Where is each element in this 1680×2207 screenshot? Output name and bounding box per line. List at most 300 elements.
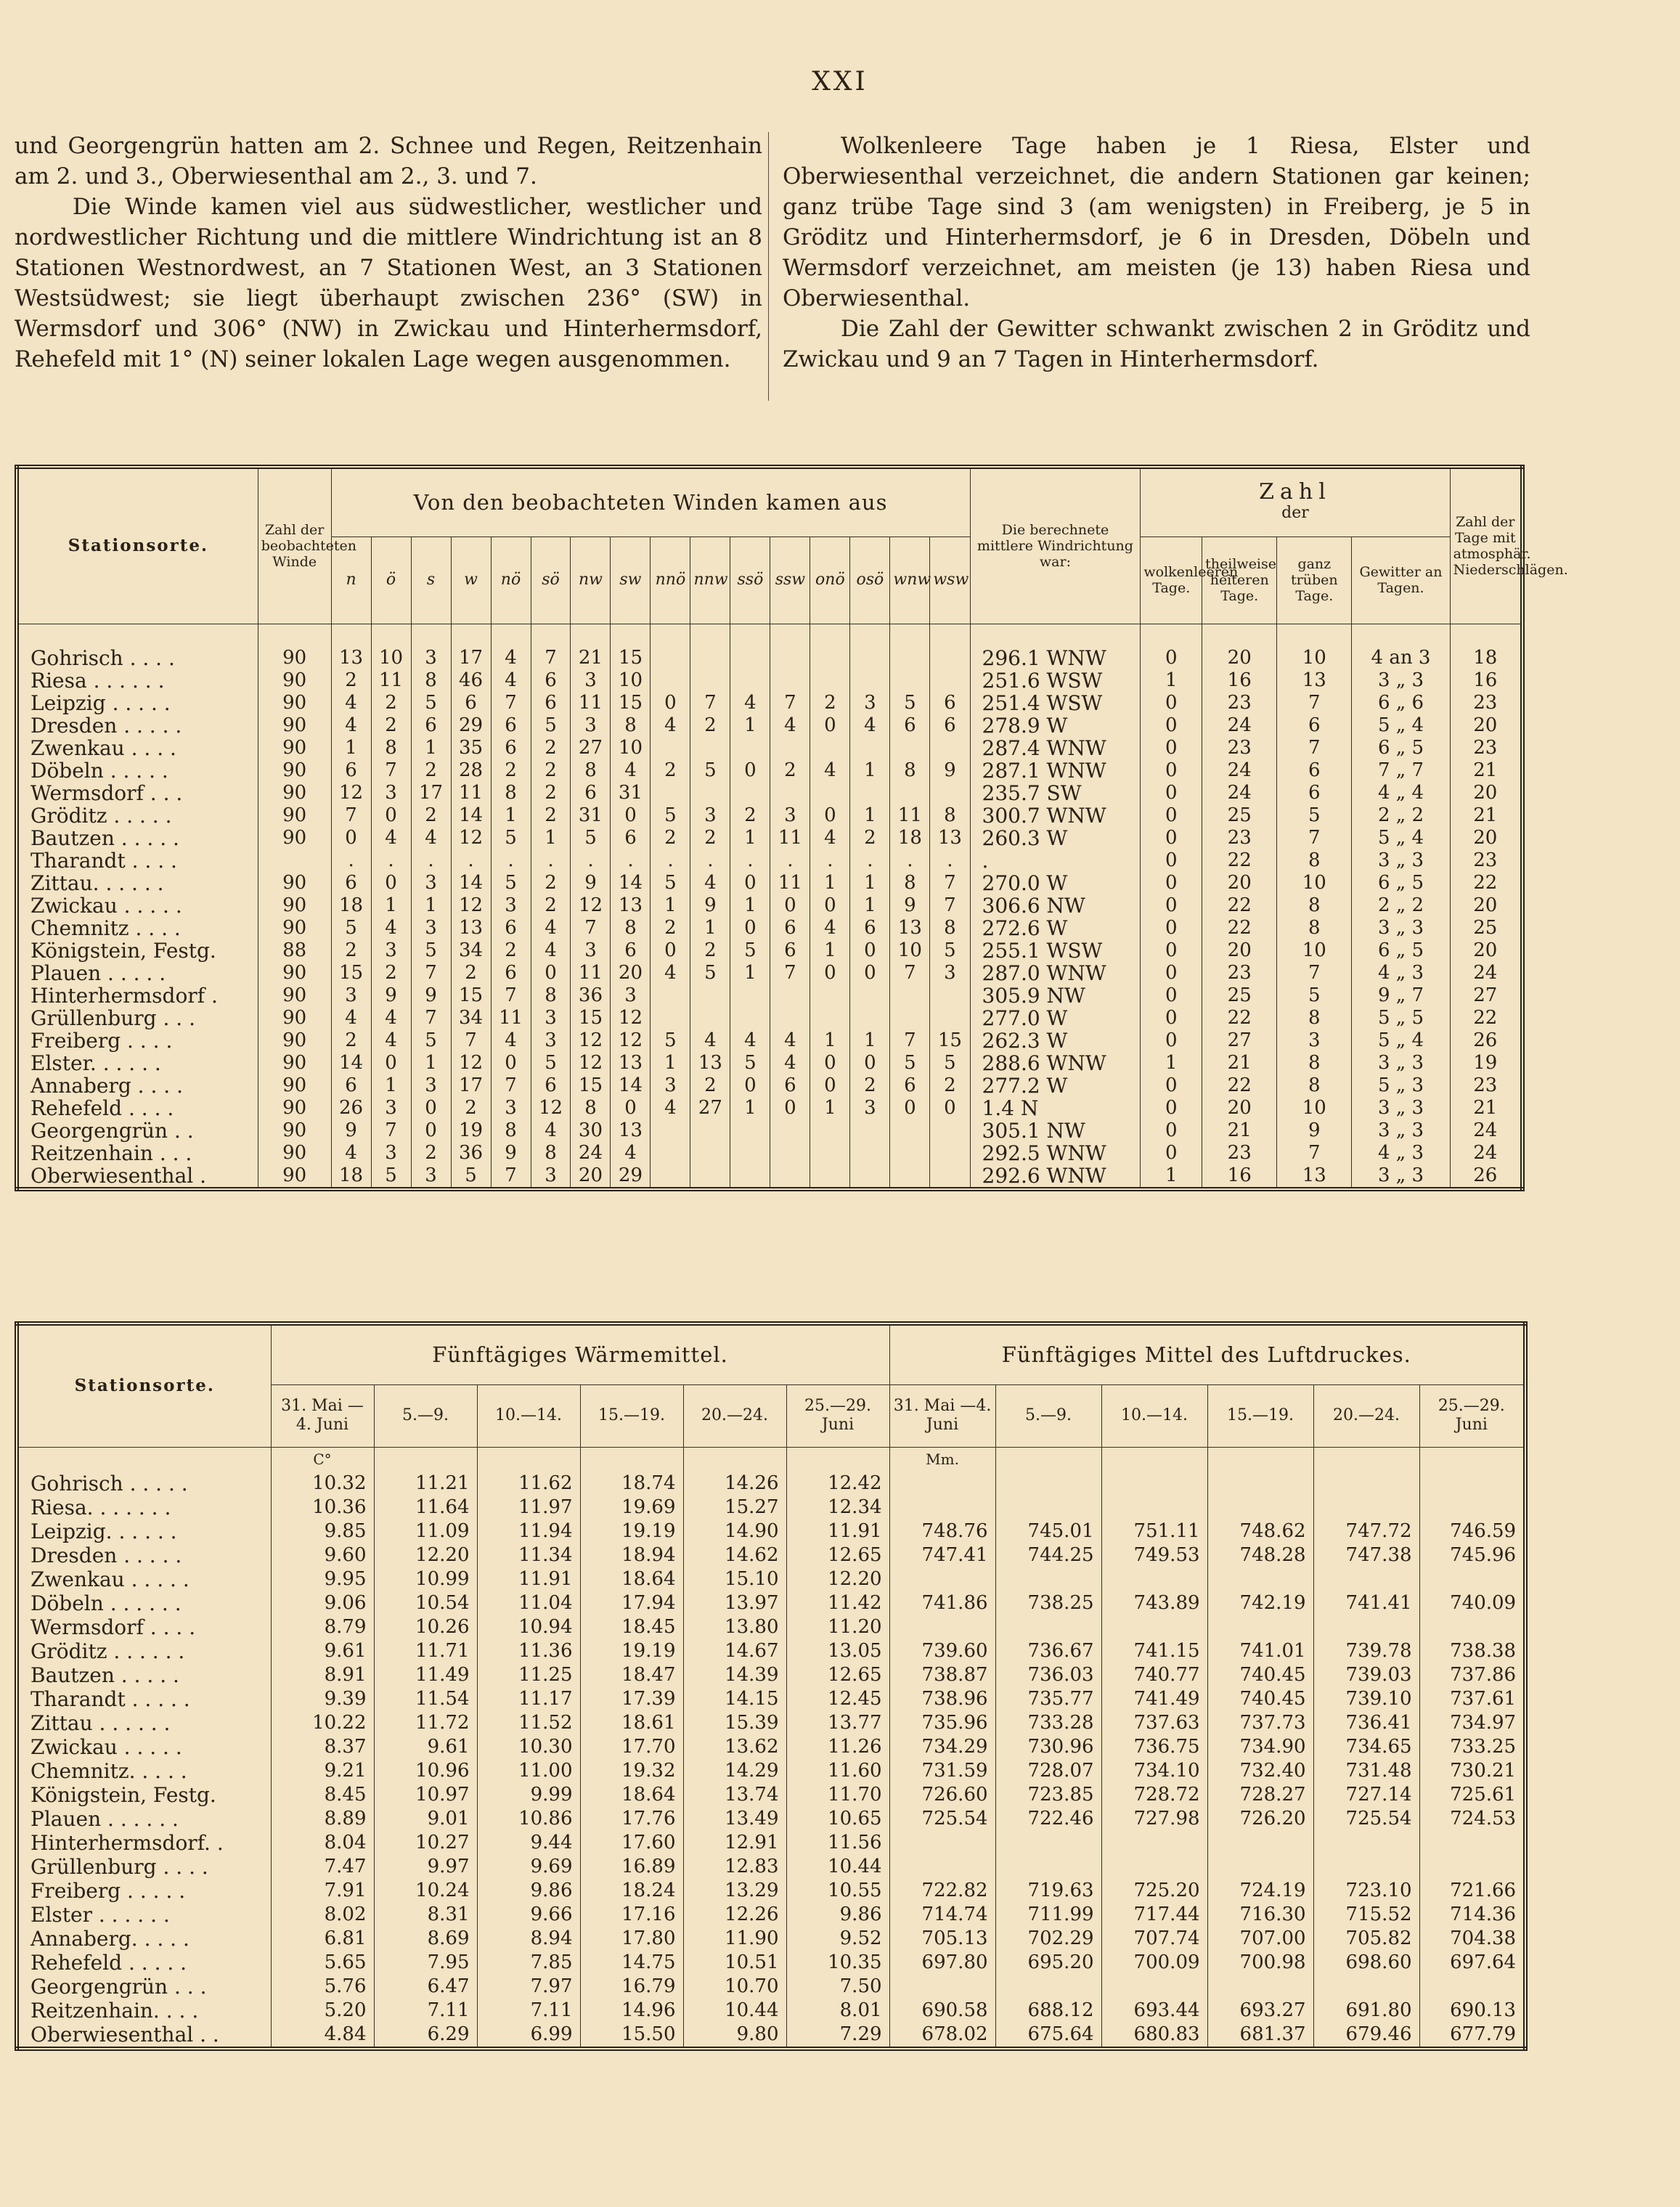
precip-days: 22 (1450, 872, 1522, 894)
precip-days: 20 (1450, 894, 1522, 917)
wind-cell: 12 (571, 894, 611, 917)
wind-count: 88 (258, 939, 331, 962)
clear-days: 0 (1141, 1074, 1202, 1097)
pressure-cell: 739.03 (1313, 1663, 1419, 1687)
period-header: 31. Mai —4. Juni (271, 1384, 374, 1447)
pressure-cell (1419, 1975, 1525, 1999)
pressure-cell (995, 1496, 1101, 1519)
wind-cell: 0 (810, 1074, 850, 1097)
partly-clear-days: 20 (1202, 872, 1277, 894)
wind-cell: 8 (890, 759, 930, 782)
wind-cell: 9 (890, 894, 930, 917)
wind-cell: 3 (571, 669, 611, 692)
temp-cell: 11.09 (374, 1519, 477, 1543)
wind-cell: 1 (850, 1029, 890, 1052)
wind-cell: 15 (571, 1007, 611, 1029)
spacer-cell (611, 624, 651, 647)
wind-cell: 1 (850, 894, 890, 917)
temp-cell: 11.62 (477, 1472, 580, 1496)
pressure-cell: 714.36 (1419, 1903, 1525, 1927)
temp-cell: 15.10 (683, 1567, 786, 1591)
temp-cell: 12.20 (374, 1543, 477, 1567)
clear-days: 0 (1141, 917, 1202, 939)
wind-cell: 2 (371, 714, 411, 737)
wind-cell: 11 (770, 827, 810, 849)
temp-cell: 11.97 (477, 1496, 580, 1519)
wind-cell: 12 (571, 1052, 611, 1074)
temp-cell: 5.65 (271, 1951, 374, 1975)
wind-cell: 7 (411, 1007, 451, 1029)
temp-cell: 18.74 (580, 1472, 683, 1496)
wind-cell: 2 (770, 759, 810, 782)
pressure-cell (1313, 1975, 1419, 1999)
wind-cell: 9 (411, 984, 451, 1007)
wind-cell: 1 (730, 894, 770, 917)
temp-cell: 5.76 (271, 1975, 374, 1999)
temp-cell: 17.60 (580, 1831, 683, 1855)
mean-direction: 306.6 NW (970, 894, 1141, 917)
dir-header: wnw (890, 537, 930, 624)
temp-cell: 18.64 (580, 1567, 683, 1591)
wind-cell: 0 (850, 1052, 890, 1074)
wind-cell: 24 (571, 1142, 611, 1164)
temp-cell: 10.96 (374, 1759, 477, 1783)
spacer-cell (477, 1447, 580, 1472)
pressure-cell (1207, 1975, 1313, 1999)
wind-cell: 27 (690, 1097, 730, 1119)
wind-count: 90 (258, 669, 331, 692)
temp-cell: 14.90 (683, 1519, 786, 1543)
wind-cell: 1 (651, 894, 690, 917)
temp-cell: 9.69 (477, 1855, 580, 1879)
pressure-cell: 677.79 (1419, 2023, 1525, 2049)
temp-cell: 17.94 (580, 1591, 683, 1615)
temp-cell: 10.54 (374, 1591, 477, 1615)
temp-cell: 10.30 (477, 1735, 580, 1759)
wind-cell: 4 (371, 1007, 411, 1029)
dir-header: n (331, 537, 371, 624)
overcast-days: 8 (1277, 917, 1352, 939)
overcast-days: 13 (1277, 1164, 1352, 1189)
wind-cell (730, 1119, 770, 1142)
pressure-cell: 700.09 (1101, 1951, 1207, 1975)
pressure-cell (1313, 1855, 1419, 1879)
clear-days: 0 (1141, 984, 1202, 1007)
wind-cell: 28 (451, 759, 491, 782)
temp-cell: 12.65 (786, 1543, 889, 1567)
partly-clear-days: 23 (1202, 962, 1277, 984)
table-row (17, 1879, 1525, 1903)
pressure-cell: 697.64 (1419, 1951, 1525, 1975)
wind-cell: 6 (451, 692, 491, 714)
wind-cell: 11 (371, 669, 411, 692)
mean-direction: 287.4 WNW (970, 737, 1141, 759)
table-row (17, 804, 1522, 827)
pressure-cell (995, 1567, 1101, 1591)
pressure-cell: 734.97 (1419, 1711, 1525, 1735)
wind-cell: 2 (451, 1097, 491, 1119)
table-row (17, 2023, 1525, 2049)
wind-cell: 4 (810, 917, 850, 939)
temp-unit: C° (271, 1447, 374, 1472)
pressure-cell: 702.29 (995, 1927, 1101, 1951)
wind-cell: 0 (491, 1052, 531, 1074)
pressure-cell: 690.13 (1419, 1999, 1525, 2023)
wind-cell: 36 (451, 1142, 491, 1164)
temp-cell: 6.99 (477, 2023, 580, 2049)
wind-count: 90 (258, 1142, 331, 1164)
wind-cell: 13 (611, 1119, 651, 1142)
temp-cell: 17.39 (580, 1687, 683, 1711)
spacer-cell (850, 624, 890, 647)
mean-direction: 288.6 WNW (970, 1052, 1141, 1074)
pressure-cell (889, 1472, 995, 1496)
wind-cell: 7 (451, 1029, 491, 1052)
column-divider (768, 132, 769, 401)
pressure-cell: 688.12 (995, 1999, 1101, 2023)
wind-cell: 1 (730, 962, 770, 984)
pressure-cell: 737.73 (1207, 1711, 1313, 1735)
precip-days: 26 (1450, 1164, 1522, 1189)
wind-cell: 14 (451, 872, 491, 894)
pressure-cell (1101, 1472, 1207, 1496)
text-column-left (15, 131, 762, 375)
table-row (17, 1927, 1525, 1951)
table-row (17, 1119, 1522, 1142)
mean-direction: 255.1 WSW (970, 939, 1141, 962)
spacer-cell (1419, 1447, 1525, 1472)
wind-cell: 6 (491, 962, 531, 984)
temp-cell: 13.62 (683, 1735, 786, 1759)
station-name: Döbeln . . . . . (17, 759, 258, 782)
pressure-cell: 725.61 (1419, 1783, 1525, 1807)
temp-cell: 13.97 (683, 1591, 786, 1615)
spacer-cell (786, 1447, 889, 1472)
temp-cell: 11.00 (477, 1759, 580, 1783)
partly-clear-days: 16 (1202, 669, 1277, 692)
wind-cell: 12 (451, 827, 491, 849)
temp-cell: 11.34 (477, 1543, 580, 1567)
pressure-cell: 725.54 (1313, 1807, 1419, 1831)
paragraph: und Georgengrün hatten am 2. Schnee und Regen, Reitzenhain am 2. und 3., Oberwiesenthal am 2., 3. und 7. (15, 133, 762, 189)
wind-cell: 7 (491, 1164, 531, 1189)
wind-cell: 4 (810, 759, 850, 782)
partly-clear-days: 23 (1202, 692, 1277, 714)
clear-days: 0 (1141, 827, 1202, 849)
pressure-cell: 698.60 (1313, 1951, 1419, 1975)
thunderstorms: 2 „ 2 (1352, 894, 1450, 917)
precip-days: 20 (1450, 782, 1522, 804)
wind-cell: 6 (611, 827, 651, 849)
temp-cell: 11.91 (477, 1567, 580, 1591)
wind-cell: 1 (810, 1029, 850, 1052)
clear-days: 1 (1141, 1052, 1202, 1074)
table-row (17, 1903, 1525, 1927)
wind-cell (850, 669, 890, 692)
table-row (17, 714, 1522, 737)
wind-cell: 8 (411, 669, 451, 692)
spacer-cell (451, 624, 491, 647)
wind-cell (930, 1164, 970, 1189)
wind-cell: 6 (930, 692, 970, 714)
clear-days: 0 (1141, 1007, 1202, 1029)
wind-cell: 12 (531, 1097, 571, 1119)
pressure-cell (889, 1855, 995, 1879)
wind-cell (770, 1007, 810, 1029)
wind-cell: 7 (890, 962, 930, 984)
wind-cell: 4 (411, 827, 451, 849)
precip-days: 21 (1450, 804, 1522, 827)
temp-cell: 15.50 (580, 2023, 683, 2049)
wind-cell: 0 (930, 1097, 970, 1119)
period-header: 15.—19. (580, 1384, 683, 1447)
spacer-cell (810, 624, 850, 647)
table-row (17, 1007, 1522, 1029)
wind-cell: 3 (531, 1007, 571, 1029)
precip-days: 24 (1450, 1119, 1522, 1142)
wind-cell: 8 (930, 917, 970, 939)
thunderstorms: 5 „ 4 (1352, 1029, 1450, 1052)
wind-cell: . (411, 849, 451, 872)
wind-cell: 4 (850, 714, 890, 737)
wind-cell: 11 (571, 692, 611, 714)
wind-cell: 1 (850, 872, 890, 894)
wind-cell: 27 (571, 737, 611, 759)
wind-cell: 2 (411, 1142, 451, 1164)
wind-cell: 3 (411, 917, 451, 939)
station-name: Annaberg . . . . (17, 1074, 258, 1097)
wind-cell (810, 1142, 850, 1164)
table-row (17, 1783, 1525, 1807)
wind-cell: 5 (531, 714, 571, 737)
wind-cell: 15 (611, 692, 651, 714)
thunderstorms: 3 „ 3 (1352, 1097, 1450, 1119)
wind-cell: 18 (331, 1164, 371, 1189)
wind-cell (890, 984, 930, 1007)
wind-cell: 1 (371, 894, 411, 917)
wind-cell: 5 (411, 1029, 451, 1052)
wind-count: 90 (258, 872, 331, 894)
mean-direction: 287.1 WNW (970, 759, 1141, 782)
wind-cell: . (531, 849, 571, 872)
wind-cell: 2 (690, 827, 730, 849)
wind-cell (850, 1007, 890, 1029)
wind-cell: 2 (531, 872, 571, 894)
wind-cell: 34 (451, 1007, 491, 1029)
wind-cell: 9 (331, 1119, 371, 1142)
temp-cell: 19.32 (580, 1759, 683, 1783)
table-row (17, 962, 1522, 984)
pressure-cell: 748.76 (889, 1519, 995, 1543)
mean-direction: 260.3 W (970, 827, 1141, 849)
table-row (17, 1519, 1525, 1543)
pressure-cell: 715.52 (1313, 1903, 1419, 1927)
wind-cell: 13 (451, 917, 491, 939)
wind-cell: 0 (331, 827, 371, 849)
wind-cell: 7 (331, 804, 371, 827)
spacer-cell (690, 624, 730, 647)
pressure-cell: 733.25 (1419, 1735, 1525, 1759)
pressure-cell (995, 1472, 1101, 1496)
clear-days: 0 (1141, 1119, 1202, 1142)
overcast-days: 10 (1277, 1097, 1352, 1119)
pressure-cell: 723.10 (1313, 1879, 1419, 1903)
wind-cell: 10 (890, 939, 930, 962)
overcast-days: 5 (1277, 804, 1352, 827)
pressure-cell: 678.02 (889, 2023, 995, 2049)
precip-days: 26 (1450, 1029, 1522, 1052)
wind-cell: 4 (690, 1029, 730, 1052)
wind-cell: 6 (890, 714, 930, 737)
pressure-cell: 691.80 (1313, 1999, 1419, 2023)
pressure-cell: 722.82 (889, 1879, 995, 1903)
wind-cell: 4 (770, 1052, 810, 1074)
precip-days: 20 (1450, 827, 1522, 849)
station-name: Hinterhermsdorf. . (17, 1831, 271, 1855)
wind-cell: 6 (331, 1074, 371, 1097)
period-header: 15.—19. (1207, 1384, 1313, 1447)
pressure-cell: 707.00 (1207, 1927, 1313, 1951)
mean-direction: 305.9 NW (970, 984, 1141, 1007)
temp-cell: 7.95 (374, 1951, 477, 1975)
station-name: Rehefeld . . . . (17, 1097, 258, 1119)
pressure-cell (995, 1615, 1101, 1639)
temp-cell: 8.31 (374, 1903, 477, 1927)
pressure-cell: 675.64 (995, 2023, 1101, 2049)
partly-clear-days: 16 (1202, 1164, 1277, 1189)
temp-cell: 10.51 (683, 1951, 786, 1975)
station-name: Gohrisch . . . . (17, 647, 258, 669)
table-row (17, 1999, 1525, 2023)
wind-cell: 11 (890, 804, 930, 827)
precip-days: 23 (1450, 849, 1522, 872)
precip-days: 23 (1450, 692, 1522, 714)
thunderstorms: 6 „ 5 (1352, 872, 1450, 894)
spacer-cell (571, 624, 611, 647)
wind-cell: 0 (371, 1052, 411, 1074)
pressure-cell: 736.03 (995, 1663, 1101, 1687)
wind-cell (770, 1119, 810, 1142)
clear-days: 0 (1141, 872, 1202, 894)
mean-direction: . (970, 849, 1141, 872)
pressure-cell (1419, 1831, 1525, 1855)
temp-cell: 7.47 (271, 1855, 374, 1879)
table-row (17, 1496, 1525, 1519)
pressure-cell: 743.89 (1101, 1591, 1207, 1615)
pressure-cell: 728.72 (1101, 1783, 1207, 1807)
temp-pressure-table (15, 1321, 1528, 2051)
wind-cell: 12 (451, 1052, 491, 1074)
wind-cell: 0 (810, 894, 850, 917)
wind-cell: 5 (531, 1052, 571, 1074)
temp-cell: 8.45 (271, 1783, 374, 1807)
spacer-cell (531, 624, 571, 647)
station-header: Stationsorte. (17, 1323, 271, 1447)
wind-cell: 5 (371, 1164, 411, 1189)
wind-cell: 0 (611, 804, 651, 827)
spacer-cell (770, 624, 810, 647)
wind-cell: . (571, 849, 611, 872)
station-name: Rehefeld . . . . . (17, 1951, 271, 1975)
mean-direction: 292.6 WNW (970, 1164, 1141, 1189)
pressure-cell: 714.74 (889, 1903, 995, 1927)
precip-days: 23 (1450, 1074, 1522, 1097)
wind-cell: 17 (451, 647, 491, 669)
table-row (17, 647, 1522, 669)
overcast-days: 9 (1277, 1119, 1352, 1142)
wind-cell: 2 (531, 782, 571, 804)
wind-cell: . (810, 849, 850, 872)
temp-cell: 9.60 (271, 1543, 374, 1567)
pressure-cell: 681.37 (1207, 2023, 1313, 2049)
wind-cell: 18 (890, 827, 930, 849)
precip-days: 21 (1450, 1097, 1522, 1119)
wind-cell: 11 (491, 1007, 531, 1029)
pressure-cell: 740.45 (1207, 1687, 1313, 1711)
table-row (17, 1472, 1525, 1496)
wind-cell: 0 (810, 804, 850, 827)
temp-cell: 13.80 (683, 1615, 786, 1639)
wind-cell: 2 (930, 1074, 970, 1097)
spacer-cell (1141, 624, 1202, 647)
wind-cell: 9 (571, 872, 611, 894)
precip-days: 24 (1450, 1142, 1522, 1164)
station-name: Freiberg . . . . . (17, 1879, 271, 1903)
page-number: XXI (812, 67, 868, 97)
wind-cell (810, 1119, 850, 1142)
pressure-cell: 693.27 (1207, 1999, 1313, 2023)
temp-cell: 8.91 (271, 1663, 374, 1687)
wind-cell (730, 782, 770, 804)
mean-direction: 292.5 WNW (970, 1142, 1141, 1164)
wind-cell: 18 (331, 894, 371, 917)
wind-cell: 2 (371, 692, 411, 714)
pressure-cell (1207, 1855, 1313, 1879)
wind-count: 90 (258, 759, 331, 782)
table-row (17, 1567, 1525, 1591)
dir-header: sö (531, 537, 571, 624)
table-row (17, 1759, 1525, 1783)
wind-cell: 8 (491, 1119, 531, 1142)
mean-direction: 277.2 W (970, 1074, 1141, 1097)
wind-cell: 2 (531, 804, 571, 827)
wind-cell: 20 (571, 1164, 611, 1189)
warmth-header: Fünftägiges Wärmemittel. (271, 1323, 889, 1384)
spacer-cell (411, 624, 451, 647)
dir-header: onö (810, 537, 850, 624)
spacer-cell (1352, 624, 1450, 647)
wind-cell: 7 (491, 1074, 531, 1097)
wind-count: 90 (258, 804, 331, 827)
pressure-cell: 723.85 (995, 1783, 1101, 1807)
pressure-cell (1313, 1472, 1419, 1496)
wind-cell: 6 (531, 669, 571, 692)
wind-cell: . (611, 849, 651, 872)
wind-cell: 26 (331, 1097, 371, 1119)
wind-cell (690, 782, 730, 804)
wind-cell: 5 (651, 804, 690, 827)
wind-cell: 8 (571, 1097, 611, 1119)
count-header: Zahl der beobachteten Winde (258, 467, 331, 624)
wind-cell: 3 (371, 782, 411, 804)
wind-cell: 1 (371, 1074, 411, 1097)
wind-cell: 15 (571, 1074, 611, 1097)
wind-cell: 3 (491, 894, 531, 917)
wind-cell (890, 1119, 930, 1142)
wind-cell: 1 (850, 804, 890, 827)
table-row (17, 1591, 1525, 1615)
temp-cell: 10.44 (683, 1999, 786, 2023)
